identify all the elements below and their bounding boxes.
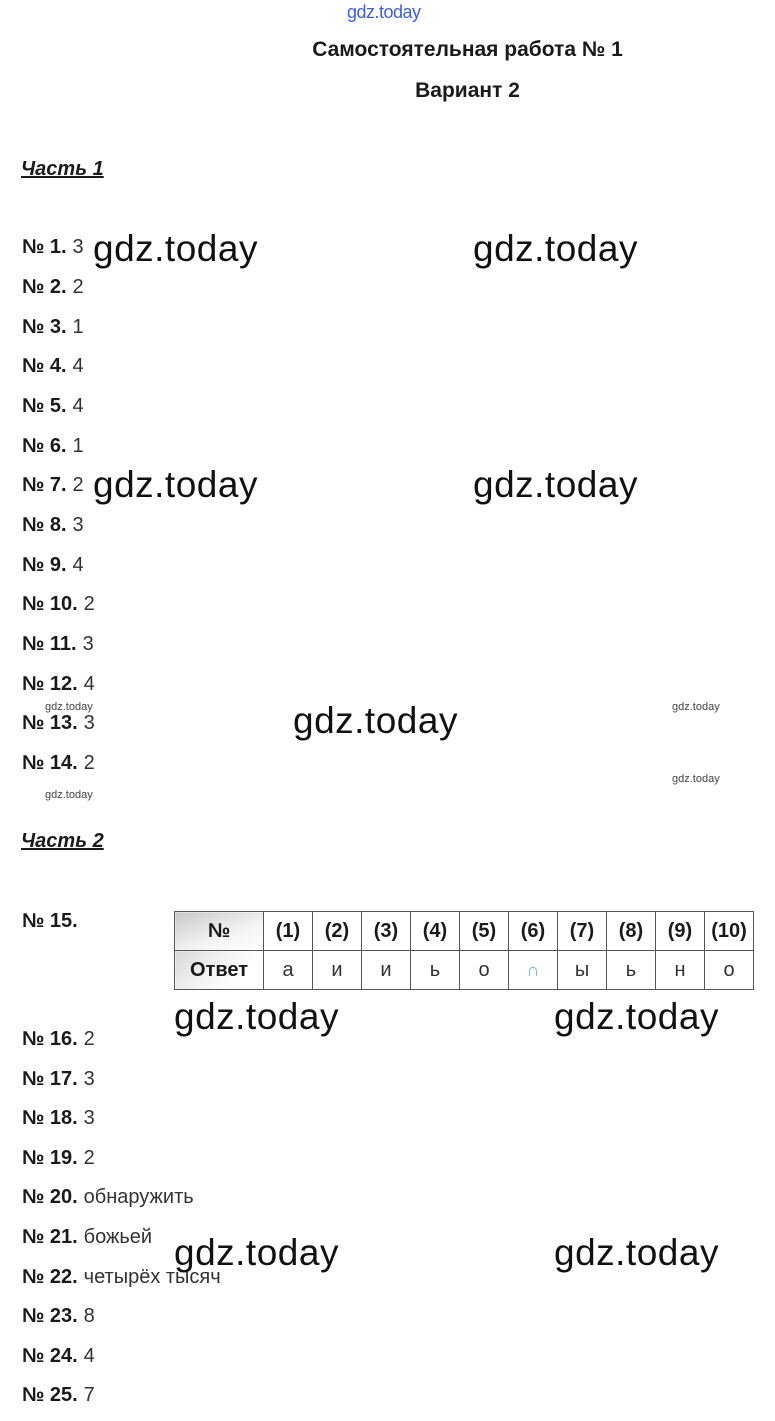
answer-row <box>22 712 95 735</box>
answer-row <box>22 1147 95 1170</box>
watermark: gdz.today <box>174 996 339 1037</box>
answer-row <box>22 593 95 616</box>
table-cell: о <box>705 951 754 990</box>
table-header-row <box>175 912 754 951</box>
answer-value: 7 <box>83 1384 95 1406</box>
answer-value: 2 <box>83 593 95 615</box>
table-column-header: (9) <box>656 912 705 951</box>
part1-heading: Часть 1 <box>21 158 104 180</box>
table-column-header: (5) <box>460 912 509 951</box>
variant-title: Вариант 2 <box>415 79 520 102</box>
answer-number: № 25. <box>22 1384 78 1406</box>
answer-value: божьей <box>83 1226 153 1248</box>
answer-row <box>22 1345 95 1368</box>
answer-row <box>22 554 84 577</box>
watermark-small: gdz.today <box>672 773 720 785</box>
table-column-header: (6) <box>509 912 558 951</box>
answer-number: № 14. <box>22 752 78 774</box>
watermark: gdz.today <box>93 228 258 269</box>
answer-number: № 1. <box>22 236 67 258</box>
watermark: gdz.today <box>473 228 638 269</box>
answer-number: № 23. <box>22 1305 78 1327</box>
answer-value: 8 <box>83 1305 95 1327</box>
answer-row <box>22 752 95 775</box>
table-row <box>175 951 754 990</box>
table-cell: ∩ <box>509 951 558 990</box>
answer-number: № 2. <box>22 276 67 298</box>
answer-number: № 20. <box>22 1186 78 1208</box>
answer-number: № 7. <box>22 474 67 496</box>
answer-number: № 18. <box>22 1107 78 1129</box>
answer-row <box>22 1226 152 1249</box>
answer-number: № 4. <box>22 355 67 377</box>
watermark: gdz.today <box>554 996 719 1037</box>
table-row-header: Ответ <box>175 951 264 990</box>
answer-number: № 19. <box>22 1147 78 1169</box>
answer-row <box>22 355 84 378</box>
answer-row <box>22 910 78 933</box>
watermark: gdz.today <box>473 464 638 505</box>
answer-row <box>22 633 94 656</box>
answer-number: № 15. <box>22 910 78 932</box>
table-column-header: (7) <box>558 912 607 951</box>
answer-row <box>22 1186 194 1209</box>
answer-row <box>22 1107 95 1130</box>
answer-number: № 5. <box>22 395 67 417</box>
answer-row <box>22 435 84 458</box>
answer-row <box>22 236 84 259</box>
answer-row <box>22 1028 95 1051</box>
answer-value: 4 <box>72 554 84 576</box>
watermark-small: gdz.today <box>672 701 720 713</box>
answer-table <box>174 911 754 990</box>
answer-value: 2 <box>72 276 84 298</box>
watermark-top: gdz.today <box>347 2 421 22</box>
answer-row <box>22 316 84 339</box>
answer-value: 3 <box>72 514 84 536</box>
answer-number: № 22. <box>22 1266 78 1288</box>
answer-value: четырёх тысяч <box>83 1266 221 1288</box>
answer-number: № 16. <box>22 1028 78 1050</box>
table-cell: ь <box>607 951 656 990</box>
answer-value: 4 <box>72 355 84 377</box>
answer-row <box>22 514 84 537</box>
watermark: gdz.today <box>554 1232 719 1273</box>
answer-value: 3 <box>83 1107 95 1129</box>
table-cell: о <box>460 951 509 990</box>
answer-value: 3 <box>82 633 94 655</box>
answer-row <box>22 1384 95 1407</box>
table-row-header: № <box>175 912 264 951</box>
answer-number: № 10. <box>22 593 78 615</box>
watermark: gdz.today <box>93 464 258 505</box>
answer-value: обнаружить <box>83 1186 194 1208</box>
answer-number: № 24. <box>22 1345 78 1367</box>
answer-value: 3 <box>83 1068 95 1090</box>
answer-number: № 9. <box>22 554 67 576</box>
answer-value: 2 <box>83 1147 95 1169</box>
answer-number: № 8. <box>22 514 67 536</box>
answer-row <box>22 395 84 418</box>
table-column-header: (8) <box>607 912 656 951</box>
table-column-header: (10) <box>705 912 754 951</box>
answer-number: № 6. <box>22 435 67 457</box>
answer-value: 2 <box>83 752 95 774</box>
answer-number: № 12. <box>22 673 78 695</box>
table-cell: ы <box>558 951 607 990</box>
answer-number: № 3. <box>22 316 67 338</box>
page-title: Самостоятельная работа № 1 <box>312 38 623 61</box>
answer-value: 4 <box>72 395 84 417</box>
answer-value: 4 <box>83 1345 95 1367</box>
answer-value: 3 <box>83 712 95 734</box>
table-cell: и <box>362 951 411 990</box>
table-cell: н <box>656 951 705 990</box>
watermark-small: gdz.today <box>45 789 93 801</box>
answer-number: № 17. <box>22 1068 78 1090</box>
answer-row <box>22 1068 95 1091</box>
answer-row <box>22 1305 95 1328</box>
table-column-header: (4) <box>411 912 460 951</box>
answer-value: 4 <box>83 673 95 695</box>
table-cell: а <box>264 951 313 990</box>
table-cell: и <box>313 951 362 990</box>
answer-number: № 21. <box>22 1226 78 1248</box>
watermark: gdz.today <box>293 700 458 741</box>
table-column-header: (2) <box>313 912 362 951</box>
watermark-small: gdz.today <box>45 701 93 713</box>
answer-number: № 13. <box>22 712 78 734</box>
watermark: gdz.today <box>174 1232 339 1273</box>
answer-value: 3 <box>72 236 84 258</box>
answer-row <box>22 474 84 497</box>
answer-row <box>22 276 84 299</box>
part2-heading: Часть 2 <box>21 830 104 852</box>
answer-value: 1 <box>72 435 84 457</box>
table-cell: ь <box>411 951 460 990</box>
answer-value: 2 <box>83 1028 95 1050</box>
answer-row <box>22 673 95 696</box>
table-column-header: (1) <box>264 912 313 951</box>
answer-value: 2 <box>72 474 84 496</box>
answer-number: № 11. <box>22 633 77 655</box>
table-column-header: (3) <box>362 912 411 951</box>
answer-value: 1 <box>72 316 84 338</box>
